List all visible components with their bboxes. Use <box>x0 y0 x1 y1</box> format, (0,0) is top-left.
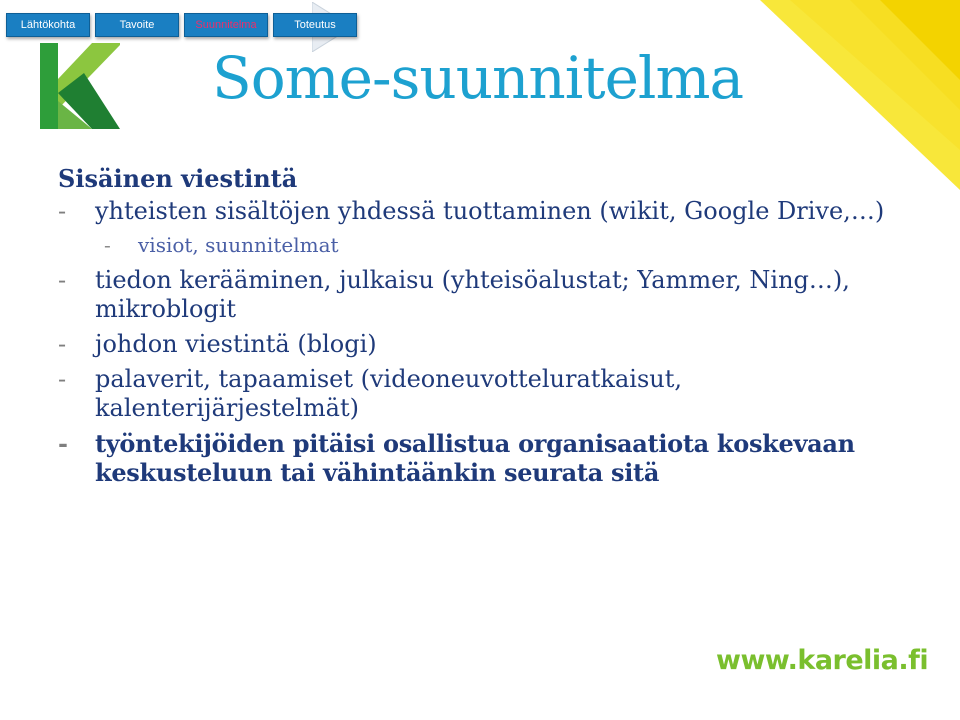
list-item-text: työntekijöiden pitäisi osallistua organisaatiota koskevaan keskusteluun tai vähintäänkin seurata sitä <box>95 429 855 487</box>
slide-content <box>58 164 908 493</box>
bullet-dash: - <box>58 330 67 358</box>
tab-suunnitelma[interactable]: Suunnitelma <box>184 13 268 37</box>
karelia-logo <box>40 43 120 129</box>
list-item <box>58 330 908 359</box>
bullet-dash: - <box>58 197 67 225</box>
list-item-text: tiedon kerääminen, julkaisu (yhteisöalustat; Yammer, Ning…), mikroblogit <box>95 266 850 323</box>
bullet-dash: - <box>104 233 111 257</box>
tab-tavoite[interactable]: Tavoite <box>95 13 179 37</box>
bullet-dash: - <box>58 429 68 458</box>
bullet-dash: - <box>58 365 67 393</box>
nav-tabs <box>6 13 357 37</box>
list-item-text: visiot, suunnitelmat <box>138 233 339 257</box>
list-item <box>58 365 908 423</box>
list-item <box>58 197 908 226</box>
list-item-text: palaverit, tapaamiset (videoneuvotteluratkaisut, kalenterijärjestelmät) <box>95 365 682 422</box>
list-item-text: johdon viestintä (blogi) <box>95 330 377 358</box>
list-item <box>58 429 908 487</box>
tab-lahtokohta[interactable]: Lähtökohta <box>6 13 90 37</box>
tab-toteutus[interactable]: Toteutus <box>273 13 357 37</box>
section-heading: Sisäinen viestintä <box>58 164 298 193</box>
list-item <box>58 266 908 324</box>
footer-url[interactable]: www.karelia.fi <box>716 645 929 676</box>
list-subitem <box>58 232 908 258</box>
list-item-text: yhteisten sisältöjen yhdessä tuottaminen (wikit, Google Drive,…) <box>95 197 885 225</box>
page-title: Some-suunnitelma <box>212 44 744 112</box>
bullet-dash: - <box>58 266 67 294</box>
